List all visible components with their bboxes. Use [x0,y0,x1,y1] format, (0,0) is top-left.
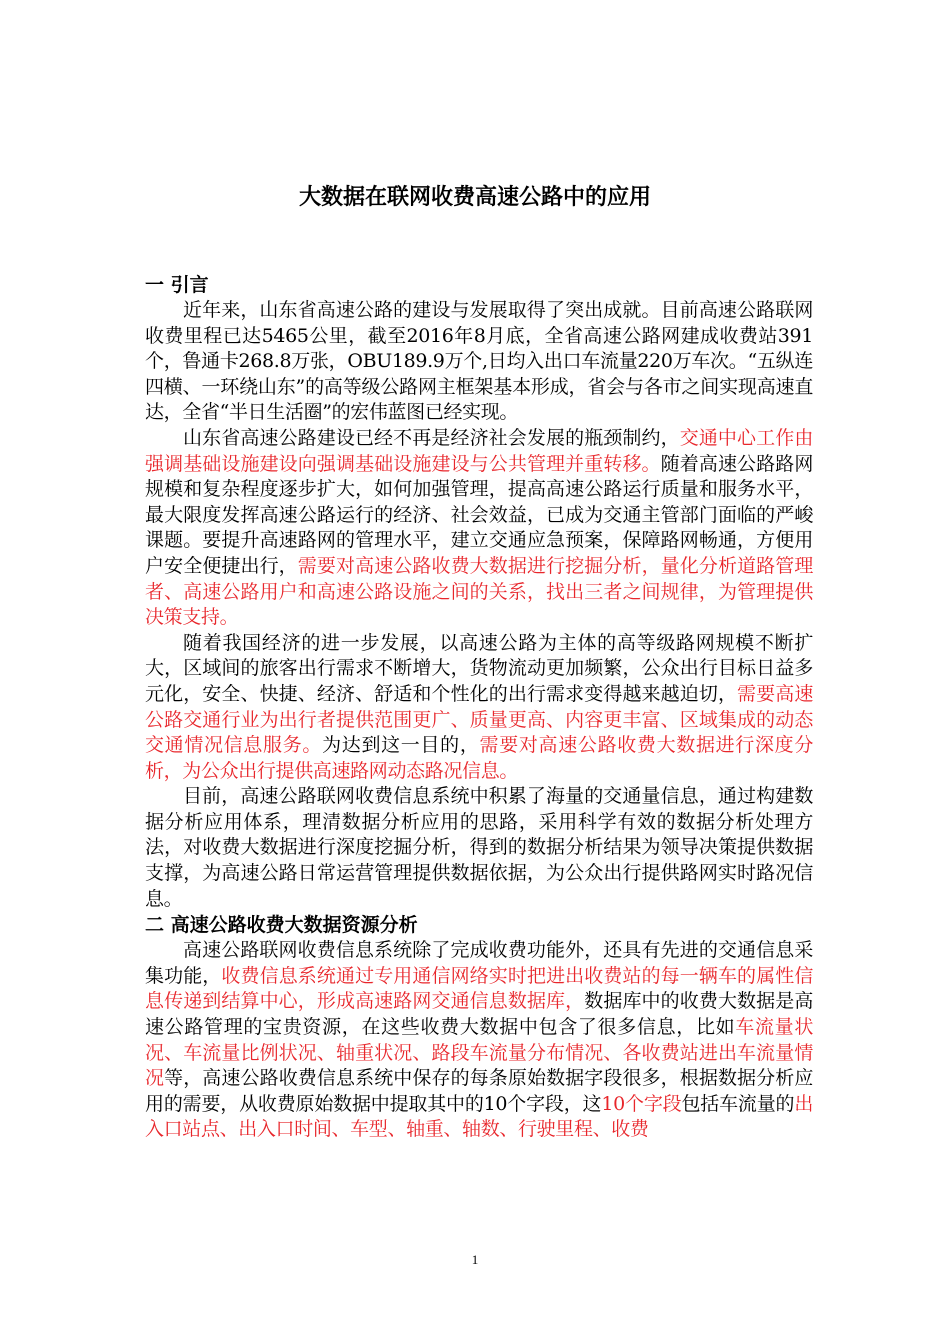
paragraph-text: 随着我国经济的进一步发展，以高速公路为主体的高等级路网规模不断扩大，区域间的旅客出行需求不断增大，货物流动更加频繁，公众出行目标日益多元化，安全、快捷、经济、舒适和个性化的出行需求变得越来越迫切， [145,631,813,705]
paragraph-text: 为达到这一目的， [322,734,480,757]
highlighted-text: 需要高速公路交通行业为出行者提供范围更广、质量更高、内容更丰富、区域集成的动态交通情况信息服务。 [145,682,813,757]
highlighted-text: 收费信息系统通过专用通信网络实时把进出收费站的每一辆车的属性信息传递到结算中心，形成高速路网交通信息数据库， [145,964,814,1013]
paragraph [145,631,813,785]
paragraph [145,298,813,426]
paragraph [145,784,813,912]
page-number: 1 [471,1252,479,1267]
highlighted-text: 车流量状况、车流量比例状况、轴重状况、路段车流量分布情况、各收费站进出车流量情况 [145,1016,813,1090]
section-heading-introduction: 一 引言 [145,274,209,296]
paragraph-text: 数据库中的收费大数据是高速公路管理的宝贵资源，在这些收费大数据中包含了很多信息，比如 [145,990,813,1039]
paragraph-text: 随着高速公路路网规模和复杂程度逐步扩大，如何加强管理，提高高速公路运行质量和服务水平，最大限度发挥高速公路运行的经济、社会效益，已成为交通主管部门面临的严峻课题。要提升高速路网的管理水平，建立交通应急预案，保障路网畅通，方便用户安全便捷出行， [145,452,813,577]
paragraph-text: 目前，高速公路联网收费信息系统中积累了海量的交通量信息，通过构建数据分析应用体系，理清数据分析应用的思路，采用科学有效的数据分析处理方法，对收费大数据进行深度挖掘分析，得到的数据分析结果为领导决策提供数据支撑，为高速公路日常运营管理提供数据依据，为公众出行提供路网实时路况信息。 [145,785,813,910]
paragraph-text: 等，高速公路收费信息系统中保存的每条原始数据字段很多，根据数据分析应用的需要，从收费原始数据中提取其中的10个字段，这 [145,1067,813,1115]
paragraph [145,938,813,1143]
document-title: 大数据在联网收费高速公路中的应用 [298,185,651,210]
highlighted-text: 需要对高速公路收费大数据进行深度分析，为公众出行提供高速路网动态路况信息。 [145,734,813,782]
highlighted-text: 10个字段 [601,1092,682,1115]
paragraph-text: 山东省高速公路建设已经不再是经济社会发展的瓶颈制约， [183,426,680,449]
document-body [145,272,813,1143]
paragraph-text: 近年来，山东省高速公路的建设与发展取得了突出成就。目前高速公路联网收费里程已达5465公里，截至2016年8月底，全省高速公路网建成收费站391个，鲁通卡268.8万张，OBU189.9万个,日均入出口车流量220万车次。“五纵连四横、一环绕山东”的高等级公路网主框架基本形成，省会与各市之间实现高速直达，全省“半日生活圈”的宏伟蓝图已经实现。 [145,299,813,424]
highlighted-text: 需要对高速公路收费大数据进行挖掘分析，量化分析道路管理者、高速公路用户和高速公路设施之间的关系，找出三者之间规律，为管理提供决策支持。 [145,554,813,629]
section-heading-data-resources: 二 高速公路收费大数据资源分析 [145,914,418,937]
paragraph-text: 高速公路联网收费信息系统除了完成收费功能外，还具有先进的交通信息采集功能， [145,939,813,987]
paragraph [145,426,813,631]
highlighted-text: 交通中心工作由强调基础设施建设向强调基础设施建设与公共管理并重转移。 [145,426,813,475]
highlighted-text: 出入口站点、出入口时间、车型、轴重、轴数、行驶里程、收费 [145,1092,813,1141]
paragraph-text: 包括车流量的 [681,1092,795,1115]
